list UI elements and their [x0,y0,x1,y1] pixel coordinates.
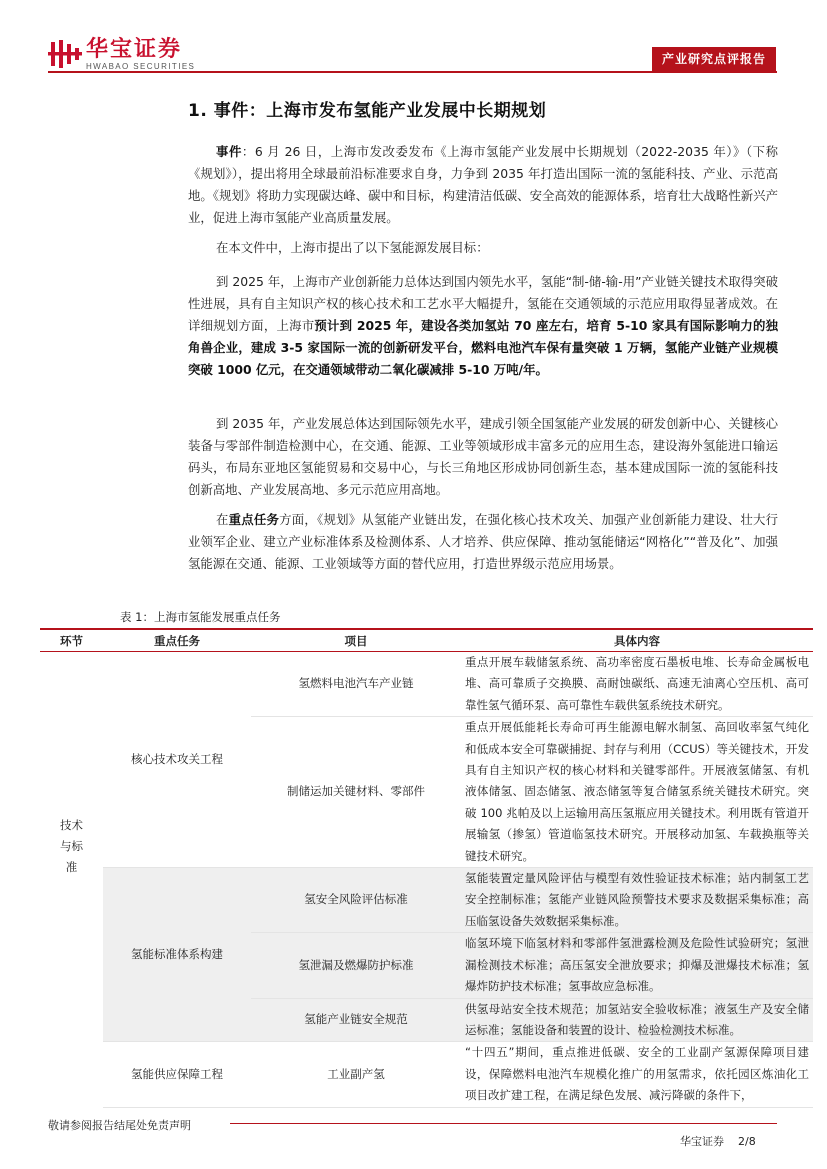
paragraph-2025-goals [188,271,778,381]
table-caption: 表 1：上海市氢能发展重点任务 [120,610,281,624]
table-row [40,1042,813,1107]
task-cell: 氢能供应保障工程 [103,1042,251,1107]
key-tasks-prefix: 在 [216,512,229,527]
footer-page-info [680,1133,756,1149]
header-content: 具体内容 [461,629,813,652]
goals-2025-text: 到 2025 年，上海市产业创新能力总体达到国内领先水平，氢能“制-储-输-用”产业链关键技术取得突破性进展，具有自主知识产权的核心技术和工艺水平大幅提升，氢能在交通领域的示范应用取得显著成效。在详细规划方面，上海市 [188,274,778,333]
paragraph-2035-goals: 到 2035 年，产业发展总体达到国际领先水平，建成引领全国氢能产业发展的研发创新中心、关键核心装备与零部件制造检测中心，在交通、能源、工业等领域形成丰富多元的应用生态，建设海外氢能进口输运码头，布局东亚地区氢能贸易和交易中心，与长三角地区形成协同创新生态，基本建成国际一流的氢能科技创新高地、产业发展高地、多元示范应用高地。 [188,416,778,497]
segment-label-line: 准 [65,860,78,875]
key-tasks-table [40,628,813,1108]
footer-divider [230,1123,777,1124]
key-tasks-label: 重点任务 [228,512,280,527]
segment-label-line: 技术 [60,818,83,833]
item-cell: 工业副产氢 [251,1042,461,1107]
content-cell: 供氢母站安全技术规范；加氢站安全验收标准；液氢生产及安全储运标准；氢能设备和装置的设计、检验检测技术标准。 [461,998,813,1042]
footer-disclaimer: 敬请参阅报告结尾处免责声明 [48,1119,191,1132]
table-row [40,868,813,933]
content-cell: “十四五”期间，重点推进低碳、安全的工业副产氢源保障项目建设，保障燃料电池汽车规模化推广的用氢需求，依托园区炼油化工项目改扩建工程，在满足绿色发展、减污降碳的条件下， [461,1042,813,1107]
item-cell: 氢能产业链安全规范 [251,998,461,1042]
item-cell: 制储运加关键材料、零部件 [251,717,461,868]
paragraph-key-tasks [188,509,778,575]
event-label: 事件 [216,144,242,159]
paragraph-event [188,141,778,229]
footer-company: 华宝证券 [680,1135,724,1148]
section-title: 1. 事件：上海市发布氢能产业发展中长期规划 [188,101,547,121]
goals-2025-highlight: 预计到 2025 年，建设各类加氢站 70 座左右，培育 5-10 家具有国际影响力的独角兽企业，建成 3-5 家国际一流的创新研发平台，燃料电池汽车保有量突破 1 万辆，氢能产业链产业规模突破 1000 亿元，在交通领域带动二氧化碳减排 5-10 万吨/年。 [188,318,778,377]
report-type-tag: 产业研究点评报告 [652,47,776,71]
content-cell: 重点开展低能耗长寿命可再生能源电解水制氢、高回收率氢气纯化和低成本安全可靠碳捕捉、封存与利用（CCUS）等关键技术，开发具有自主知识产权的核心材料和关键零部件。开展液氢储氢、有机液体储氢、固态储氢、液态储氢等复合储氢系统关键技术研究。突破 100 兆帕及以上运输用高压氢瓶应用关键技术。利用既有管道开展输氢（掺氢）管道临氢技术研究。开展移动加氢、车载换瓶等关键技术研究。 [461,717,813,868]
table-row [40,652,813,717]
logo-english-name: HWABAO SECURITIES [86,61,196,71]
item-cell: 氢安全风险评估标准 [251,868,461,933]
header-segment: 环节 [40,629,103,652]
table-header-row [40,629,813,652]
segment-label [44,815,99,878]
page-number: 2/8 [738,1135,756,1148]
segment-label-line: 与标 [60,839,83,854]
company-logo [48,36,195,72]
key-tasks-text: 方面，《规划》从氢能产业链出发，在强化核心技术攻关、加强产业创新能力建设、壮大行业领军企业、建立产业标准体系及检测体系、人才培养、供应保障、推动氢能储运“网格化”“普及化”、加强氢能源在交通、能源、工业领域等方面的替代应用，打造世界级示范应用场景。 [188,512,779,571]
item-cell: 氢泄漏及燃爆防护标准 [251,933,461,998]
item-cell: 氢燃料电池汽车产业链 [251,652,461,717]
event-text: ：6 月 26 日，上海市发改委发布《上海市氢能产业发展中长期规划（2022-2035 年）》（下称《规划》），提出将用全球最前沿标准要求自身，力争到 2035 年打造出国际一流的氢能科技、产业、示范高地。《规划》将助力实现碳达峰、碳中和目标，构建清洁低碳、安全高效的能源体系，培育壮大战略性新兴产业，促进上海市氢能产业高质量发展。 [188,144,779,225]
paragraph-intro: 在本文件中，上海市提出了以下氢能源发展目标： [216,240,489,255]
content-cell: 重点开展车载储氢系统、高功率密度石墨板电堆、长寿命金属板电堆、高可靠质子交换膜、高耐蚀碳纸、高速无油离心空压机、高可靠性氢气循环泵、高可靠性车载供氢系统技术研究。 [461,652,813,717]
header-divider [48,71,777,73]
task-cell: 氢能标准体系构建 [103,868,251,1042]
hwabao-logo-icon [48,38,82,70]
header-task: 重点任务 [103,629,251,652]
segment-cell-empty [40,1042,103,1107]
header-item: 项目 [251,629,461,652]
segment-cell [40,652,103,1042]
task-cell: 核心技术攻关工程 [103,652,251,868]
content-cell: 氢能装置定量风险评估与模型有效性验证技术标准；站内制氢工艺安全控制标准；氢能产业链风险预警技术要求及数据采集标准；高压临氢设备失效数据采集标准。 [461,868,813,933]
content-cell: 临氢环境下临氢材料和零部件氢泄露检测及危险性试验研究；氢泄漏检测技术标准；高压氢安全泄放要求；抑爆及泄爆技术标准；氢爆炸防护技术标准；氢事故应急标准。 [461,933,813,998]
page-header [0,0,827,80]
logo-chinese-name: 华宝证券 [86,36,183,62]
